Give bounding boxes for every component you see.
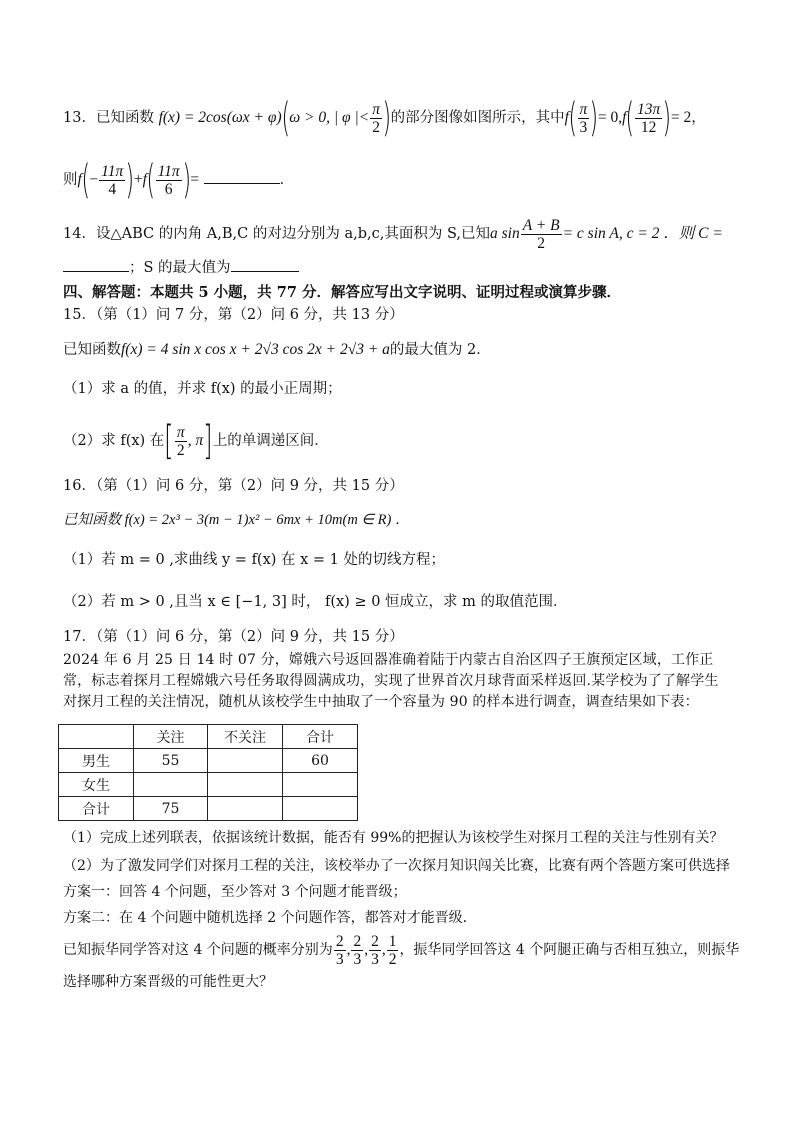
table-cell: 男生 xyxy=(59,749,134,773)
table-cell: 不关注 xyxy=(208,725,283,749)
q17-frac-2: $\frac{2}{3}$ xyxy=(353,932,362,968)
q17-prob-tail: ，振华同学回答这 4 个阿腿正确与否相互独立，则振华 xyxy=(399,942,740,958)
table-cell: 60 xyxy=(283,749,358,773)
table-row xyxy=(59,749,358,773)
q13-paren: ) xyxy=(662,95,672,141)
q15-p2-lead: （2）求 f(x) 在 xyxy=(63,433,165,449)
q15-part2 xyxy=(63,418,329,464)
q15-part1: （1）求 a 的值，并求 f(x) 的最小正周期； xyxy=(63,381,342,397)
q13-paren-open: ( xyxy=(281,95,290,141)
table-cell[interactable] xyxy=(283,773,358,797)
table-cell: 女生 xyxy=(59,773,134,797)
q13-f2: f xyxy=(622,109,627,126)
q13-lead: 已知函数 xyxy=(95,110,154,126)
q13-minus: − xyxy=(89,171,99,188)
table-row xyxy=(59,773,358,797)
q15-stem-lead: 已知函数 xyxy=(63,342,121,358)
q14-blank-s[interactable] xyxy=(231,257,299,272)
table-cell[interactable] xyxy=(208,797,283,821)
q13-comma: ， xyxy=(691,110,706,126)
q17-frac-3: $\frac{2}{3}$ xyxy=(371,932,379,968)
q17-prob-lead: 已知振华同学答对这 4 个问题的概率分别为 xyxy=(63,942,333,958)
q17-header: 17．（第（1）问 6 分，第（2）问 9 分，共 15 分） xyxy=(63,629,404,645)
table-cell: 合计 xyxy=(283,725,358,749)
q13-func: f(x) = 2cos(ωx + φ) xyxy=(158,109,282,126)
q13-f4: f xyxy=(142,171,147,188)
q17-probabilities: 已知振华同学答对这 4 个问题的概率分别为 $\frac{2}{3}$ , $\frac{2}{3}$ , $\frac{2}{3}$ , $\frac{1}{2}$ ，振华同学回答这 4 个阿腿正确与否相互独立，则振华 xyxy=(63,932,740,968)
q16-stem: 已知函数 f(x) = 2x³ − 3(m − 1)x² − 6mx + 10m(m ∈ R) ． xyxy=(63,512,410,528)
q13-line2-lead: 则 xyxy=(63,172,78,188)
table-cell: 75 xyxy=(134,797,208,821)
q13-mid: 的部分图像如图所示，其中 xyxy=(390,110,565,126)
q13-paren: ) xyxy=(125,157,135,203)
q15-stem-expr: f(x) = 4 sin x cos x + 2√3 cos 2x + 2√3 + a xyxy=(121,341,390,358)
q13-paren: ) xyxy=(589,95,599,141)
q13-paren: ( xyxy=(625,95,635,141)
q13-paren: ) xyxy=(182,157,191,203)
q15-stem-tail: 的最大值为 2． xyxy=(389,342,491,358)
table-cell xyxy=(59,725,134,749)
q14-expr-b: = c sin A, c = 2 ．则 C = xyxy=(562,225,723,242)
table-cell: 合计 xyxy=(59,797,134,821)
table-cell[interactable] xyxy=(208,749,283,773)
q14-blank-c[interactable] xyxy=(63,257,129,272)
q13-period: ． xyxy=(279,172,295,188)
q13-frac-13pi12: $\frac{13\pi}{12}$ xyxy=(637,100,661,136)
q17-frac-4: $\frac{1}{2}$ xyxy=(388,932,397,968)
section-4-heading: 四、解答题：本题共 5 小题，共 77 分．解答应写出文字说明、证明过程或演算步骤． xyxy=(63,284,621,301)
q13-line1 xyxy=(63,95,706,141)
q13-paren: ( xyxy=(146,157,156,203)
q15-stem xyxy=(63,340,491,360)
q13-answer-blank[interactable] xyxy=(204,169,280,184)
q15-p2-tail: 上的单调递区间． xyxy=(212,433,329,449)
q17-contingency-table xyxy=(58,724,358,821)
q13-paren: ( xyxy=(568,95,577,141)
q13-eq: = xyxy=(190,171,200,188)
q14-line2 xyxy=(63,257,299,278)
q13-f1: f xyxy=(564,109,569,126)
table-cell: 关注 xyxy=(134,725,208,749)
table-cell: 55 xyxy=(134,749,208,773)
q13-frac-pi3: $\frac{\pi}{3}$ xyxy=(579,100,588,136)
q16-part1: （1）若 m = 0 ,求曲线 y = f(x) 在 x = 1 处的切线方程； xyxy=(63,552,446,568)
q14-line1 xyxy=(63,214,723,254)
q16-part2: （2）若 m > 0 ,且当 x ∈ [−1, 3] 时， f(x) ≥ 0 恒成立，求 m 的取值范围． xyxy=(63,594,568,610)
table-row xyxy=(59,797,358,821)
q16-header: 16．（第（1）问 6 分，第（2）问 9 分，共 15 分） xyxy=(63,478,404,494)
q14-frac: $\frac{A + B}{2}$ xyxy=(522,216,560,252)
q17-plan2: 方案二：在 4 个问题中随机选择 2 个问题作答，都答对才能晋级． xyxy=(63,910,477,926)
table-row xyxy=(59,725,358,749)
q13-cond: ω > 0, | φ |< xyxy=(289,109,370,126)
q13-eq2: = 2 xyxy=(670,109,692,126)
q14-text: 14．设△ABC 的内角 A,B,C 的对边分别为 a,b,c,其面积为 S,已知 xyxy=(63,226,490,242)
q13-line2 xyxy=(63,157,295,203)
q15-interval-tail: , π xyxy=(187,432,204,449)
q13-frac-11pi6: $\frac{11\pi}{6}$ xyxy=(157,162,180,198)
q13-paren: ( xyxy=(81,157,90,203)
q17-part2: （2）为了激发同学们对探月工程的关注，该校举办了一次探月知识闯关比赛，比赛有两个答题方案可供选择 xyxy=(63,858,730,874)
q13-frac-pi2: $\frac{\pi}{2}$ xyxy=(372,100,380,136)
table-cell[interactable] xyxy=(208,773,283,797)
q13-f3: f xyxy=(77,171,82,188)
q13-paren-close: ) xyxy=(382,95,392,141)
q13-number: 13． xyxy=(63,110,96,126)
q15-header: 15．（第（1）问 7 分，第（2）问 6 分，共 13 分） xyxy=(63,307,404,323)
q15-bracket-open: [ xyxy=(164,418,174,464)
q17-plan1: 方案一：回答 4 个问题，至少答对 3 个问题才能晋级； xyxy=(63,884,407,900)
q17-paragraph: 2024 年 6 月 25 日 14 时 07 分，嫦娥六号返回器准确着陆于内蒙古自治区四子王旗预定区域，工作正常，标志着探月工程嫦娥六号任务取得圆满成功，实现了世界首次月球背面采样返回.某学校为了了解学生对探月工程的关注情况，随机从该校学生中抽取了一个容量为 90 的样本进行调查，调查结果如下表： xyxy=(63,652,719,710)
q13-eq0: = 0, xyxy=(597,109,623,126)
q14-line2-mid: ；S 的最大值为 xyxy=(129,260,231,276)
q17-frac-1: $\frac{2}{3}$ xyxy=(335,932,344,968)
q13-frac-11pi4: $\frac{11\pi}{4}$ xyxy=(101,162,124,198)
q17-part1: （1）完成上述列联表，依据该统计数据，能否有 99%的把握认为该校学生对探月工程的关注与性别有关？ xyxy=(63,830,724,846)
table-cell[interactable] xyxy=(134,773,208,797)
q13-plus: + xyxy=(133,171,143,188)
q14-expr-a: a sin xyxy=(489,225,520,242)
q15-frac-pi2: $\frac{\pi}{2}$ xyxy=(176,423,185,459)
q15-bracket-close: ] xyxy=(203,418,213,464)
table-cell[interactable] xyxy=(283,797,358,821)
q17-last-line: 选择哪种方案晋级的可能性更大？ xyxy=(63,974,273,990)
